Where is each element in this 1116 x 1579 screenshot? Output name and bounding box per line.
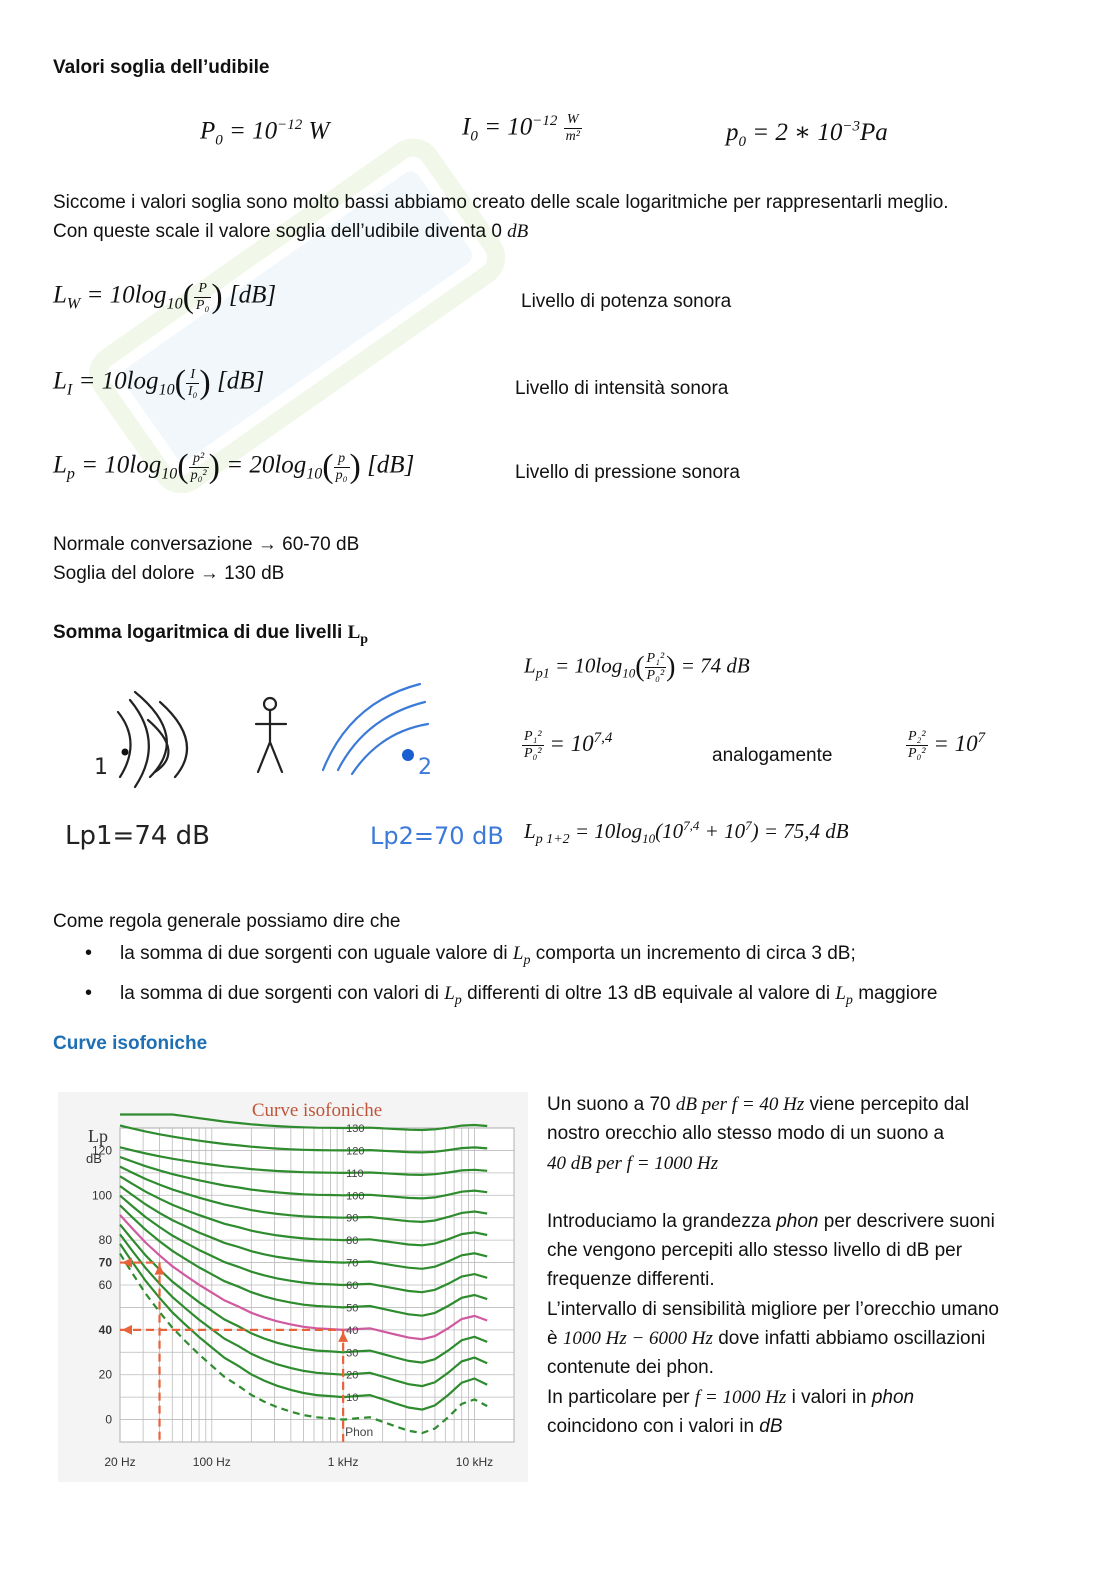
threshold-p0-pressure: $p_0 = 2$ ∗ $10^{-3}Pa$ — [726, 118, 888, 150]
phon-label: 100 — [346, 1190, 365, 1203]
thresholds-title: Valori soglia dell’udibile — [53, 57, 270, 78]
sources-sketch — [65, 672, 504, 872]
wave-1b — [130, 700, 149, 787]
source-1-label: 1 — [94, 755, 108, 780]
y-axis-unit: dB — [86, 1151, 102, 1166]
ratio-2: $\frac{\text{P₂²}}{\text{P₀²}}$ = $10^7$ — [908, 729, 986, 761]
phon-label: 90 — [346, 1212, 359, 1225]
phon-label: 10 — [346, 1392, 359, 1405]
source-2-label: 2 — [418, 755, 432, 780]
phon-label: 20 — [346, 1369, 359, 1382]
phon-label: 30 — [346, 1347, 359, 1360]
y-tick-label: 120 — [91, 1143, 112, 1158]
sum-title: Somma logaritmica di due livelli $L_p$ — [53, 622, 369, 647]
y-tick-label: 100 — [91, 1188, 112, 1203]
rule-item: • la somma di due sorgenti con uguale valore di $L_p$ comporta un incremento di circa 3 dB; — [53, 937, 1073, 977]
example-pain: Soglia del dolore → 130 dB — [53, 563, 285, 584]
listener-figure — [256, 710, 286, 772]
example-conversation: Normale conversazione → 60-70 dB — [53, 534, 360, 555]
rule-intro: Come regola generale possiamo dire che — [53, 911, 401, 932]
intro-line-1: Siccome i valori soglia sono molto bassi abbiamo creato delle scale logaritmiche per rappresentarli meglio. — [53, 192, 949, 213]
phon-label: 130 — [346, 1123, 365, 1135]
analog-label: analogamente — [712, 745, 833, 766]
x-tick-label: 20 Hz — [104, 1455, 136, 1469]
side-text: Un suono a 70 dB per f = 40 Hz viene percepito dal nostro orecchio allo stesso modo di un suono a 40 dB per f = 1000 Hz Introduciamo la grandezza phon per descrivere suoni che vengono percepiti allo stesso livello di dB per frequenze differenti. L’intervallo di sensibilità migliore per l’orecchio umano è 1000 Hz − 6000 Hz dove infatti abbiamo oscillazioni contenute dei phon. In particolare per f = 1000 Hz i valori in phon coincidono con i valori in dB — [547, 1094, 1000, 1437]
phon-label: 40 — [346, 1324, 359, 1337]
y-tick-label: 0 — [105, 1412, 112, 1427]
chart-title: Curve isofoniche — [251, 1100, 383, 1121]
formula-li: $L_I = 10\log_{10}$( $\frac{I}{\text{I₀}}$ ) [dB] — [53, 364, 265, 401]
y-tick-label: 60 — [98, 1278, 112, 1292]
isophonic-title: Curve isofoniche — [53, 1033, 208, 1054]
ratio-1: $\frac{\text{P₁²}}{\text{P₀²}}$ = $10^{7,4}$ — [524, 729, 613, 761]
y-tick-label: 70 — [98, 1255, 112, 1270]
threshold-p0: $P_0 = 10^{-12}$ W — [200, 117, 330, 149]
li-label: Livello di intensità sonora — [515, 378, 729, 399]
formula-total: $L_{p 1+2} = 10\log_{10}(10^{7,4} + 10^7) = 75,4$ dB — [524, 818, 849, 848]
phon-label: 110 — [346, 1167, 364, 1180]
x-tick-label: 10 kHz — [455, 1455, 494, 1469]
source-1-dot — [122, 749, 129, 756]
y-tick-label: 80 — [98, 1233, 112, 1248]
x-tick-label: 1 kHz — [327, 1455, 359, 1469]
phon-label: 80 — [346, 1235, 359, 1248]
lp2-handwritten: Lp2=70 dB — [370, 822, 504, 850]
isophonic-chart — [58, 1092, 528, 1482]
formula-lp1: $L_{p1} = 10\log_{10}$( $\frac{\text{P₁²}}{\text{P₀²}}$ ) = 74 dB — [524, 651, 750, 683]
threshold-i0: $I_0 = 10^{-12}$ $\frac{W}{\text{m²}}$ — [462, 112, 580, 145]
phon-label: 60 — [346, 1280, 359, 1292]
intro-line-2: Con queste scale il valore soglia dell’udibile diventa 0 dB — [53, 221, 529, 242]
rule-item: • la somma di due sorgenti con valori di $L_p$ differenti di oltre 13 dB equivale al valore di $L_p$ maggiore — [53, 977, 1073, 1017]
phon-label: 70 — [346, 1257, 359, 1270]
rules-list — [53, 937, 1073, 1017]
lp1-handwritten: Lp1=74 dB — [65, 821, 211, 851]
y-tick-label: 20 — [98, 1367, 112, 1382]
lw-label: Livello di potenza sonora — [521, 291, 732, 312]
formula-lw: $L_W = 10\log_{10}$( $\frac{P}{\text{P₀}}$ ) [dB] — [53, 278, 277, 315]
x-tick-label: 100 Hz — [192, 1455, 231, 1469]
phon-label: 50 — [346, 1302, 359, 1315]
wave-1a — [118, 712, 131, 777]
lp-label: Livello di pressione sonora — [515, 462, 740, 483]
phon-axis-label: Phon — [345, 1425, 374, 1439]
wave-2c — [352, 724, 428, 774]
wave-2b — [338, 702, 425, 770]
formula-lp: $L_p = 10\log_{10}$( $\frac{\text{p²}}{\text{p₀²}}$ ) = $20\log_{10}$( $\frac{p}{\text{p₀}}$ ) [dB] — [53, 448, 415, 485]
source-2-dot — [402, 749, 414, 761]
y-axis-label: Lp — [88, 1126, 108, 1146]
phon-label: 120 — [346, 1145, 365, 1158]
y-tick-label: 40 — [98, 1322, 112, 1337]
